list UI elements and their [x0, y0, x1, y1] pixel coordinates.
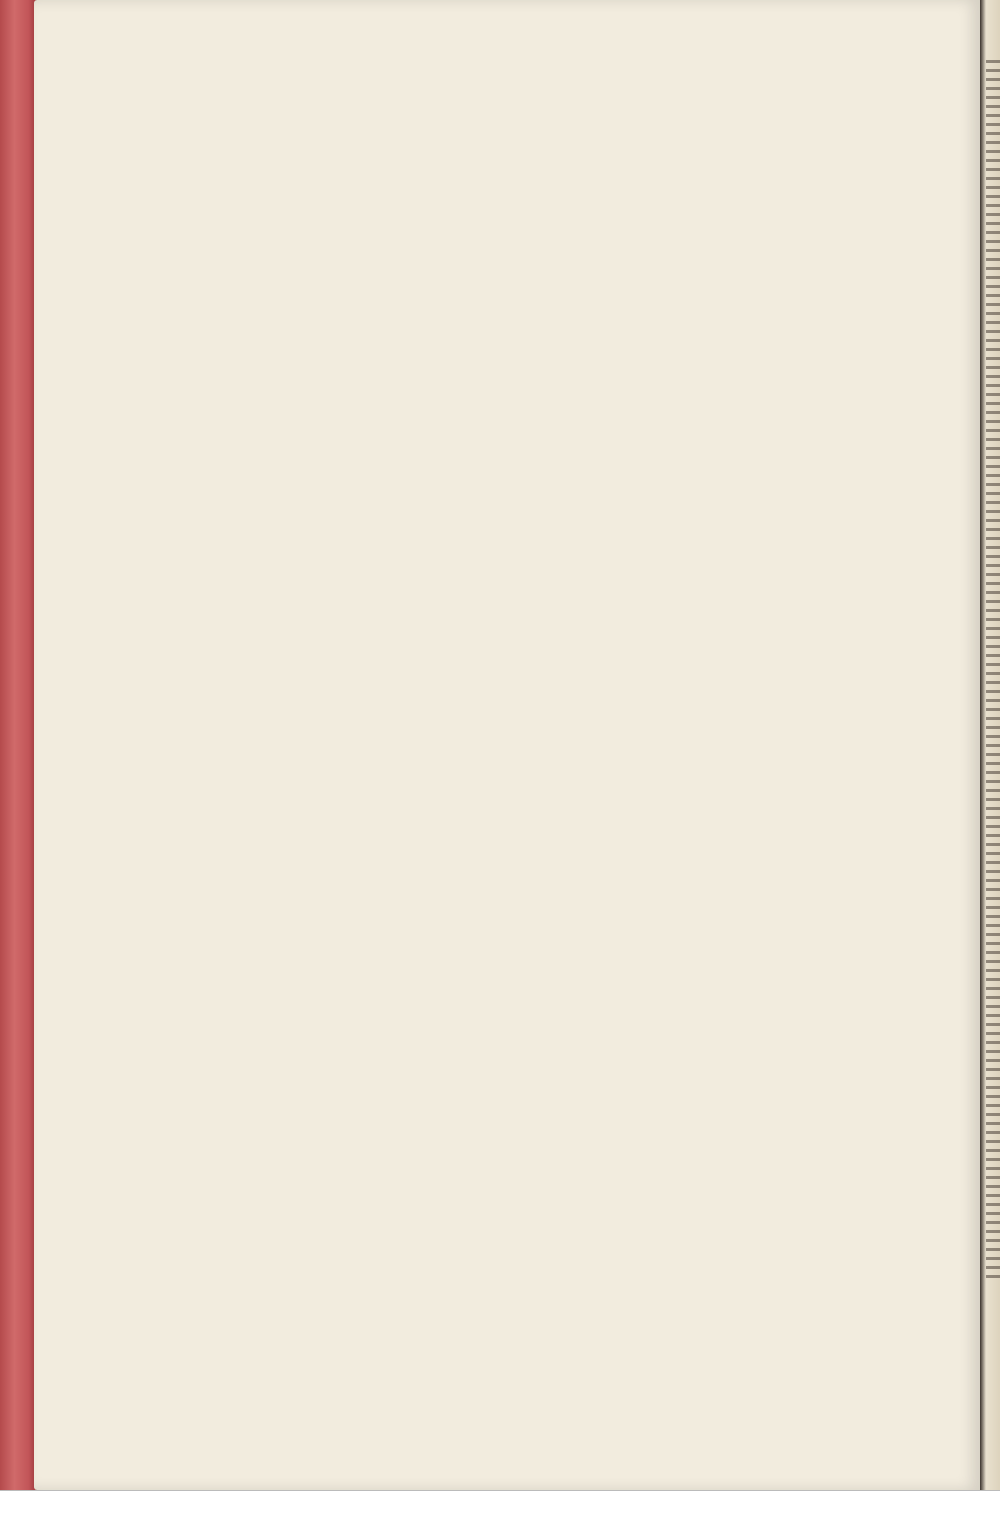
book-page-edge — [0, 0, 36, 1490]
main-text-column-1 — [314, 190, 554, 1240]
footer-bar — [0, 1490, 1000, 1513]
top-gloss — [120, 88, 550, 166]
left-gloss-column — [120, 166, 310, 1306]
right-gloss-column — [800, 166, 950, 1276]
top-gloss-right — [555, 88, 955, 166]
main-text-column-2 — [562, 190, 794, 1240]
bottom-gloss — [560, 1280, 955, 1342]
facing-page-text-strip — [986, 60, 1000, 1280]
